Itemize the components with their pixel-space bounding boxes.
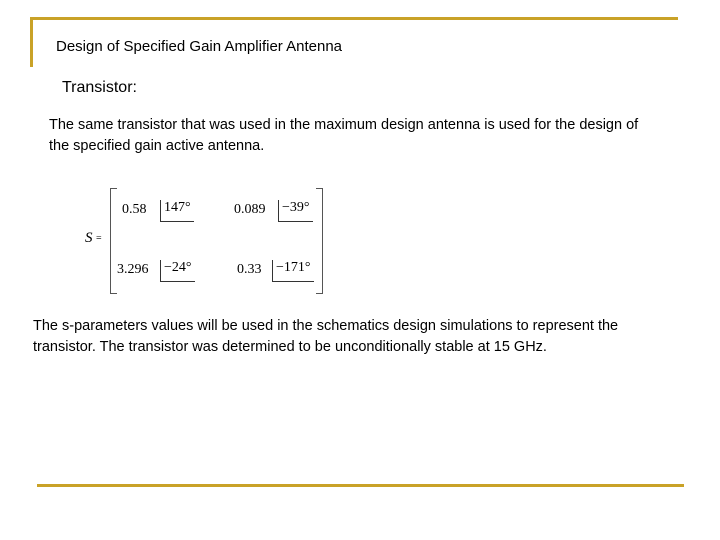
s22-magnitude: 0.33 [237, 262, 262, 277]
outro-paragraph: The s-parameters values will be used in the schematics design simulations to represent the transistor. The transistor was determined to be unconditionally stable at 15 GHz. [33, 318, 619, 355]
slide-title: Design of Specified Gain Amplifier Antenna [56, 38, 343, 55]
s11-angle: 147° [160, 200, 194, 222]
s12-magnitude: 0.089 [234, 202, 266, 217]
matrix-symbol: S [85, 230, 93, 246]
s11-magnitude: 0.58 [122, 202, 147, 217]
right-bracket [316, 188, 323, 294]
left-bracket [110, 188, 117, 294]
s12-angle: −39° [278, 200, 313, 222]
s22-angle: −171° [272, 260, 314, 282]
s21-angle: −24° [160, 260, 195, 282]
transistor-subheading: Transistor: [62, 79, 137, 96]
s-parameter-matrix [80, 186, 340, 296]
left-decorative-rule [30, 17, 33, 67]
top-decorative-rule [30, 17, 678, 20]
intro-paragraph: The same transistor that was used in the maximum design antenna is used for the design of the specified gain active antenna. [49, 117, 639, 154]
s21-magnitude: 3.296 [117, 262, 149, 277]
matrix-equals: = [96, 233, 102, 244]
bottom-decorative-rule [37, 484, 684, 487]
